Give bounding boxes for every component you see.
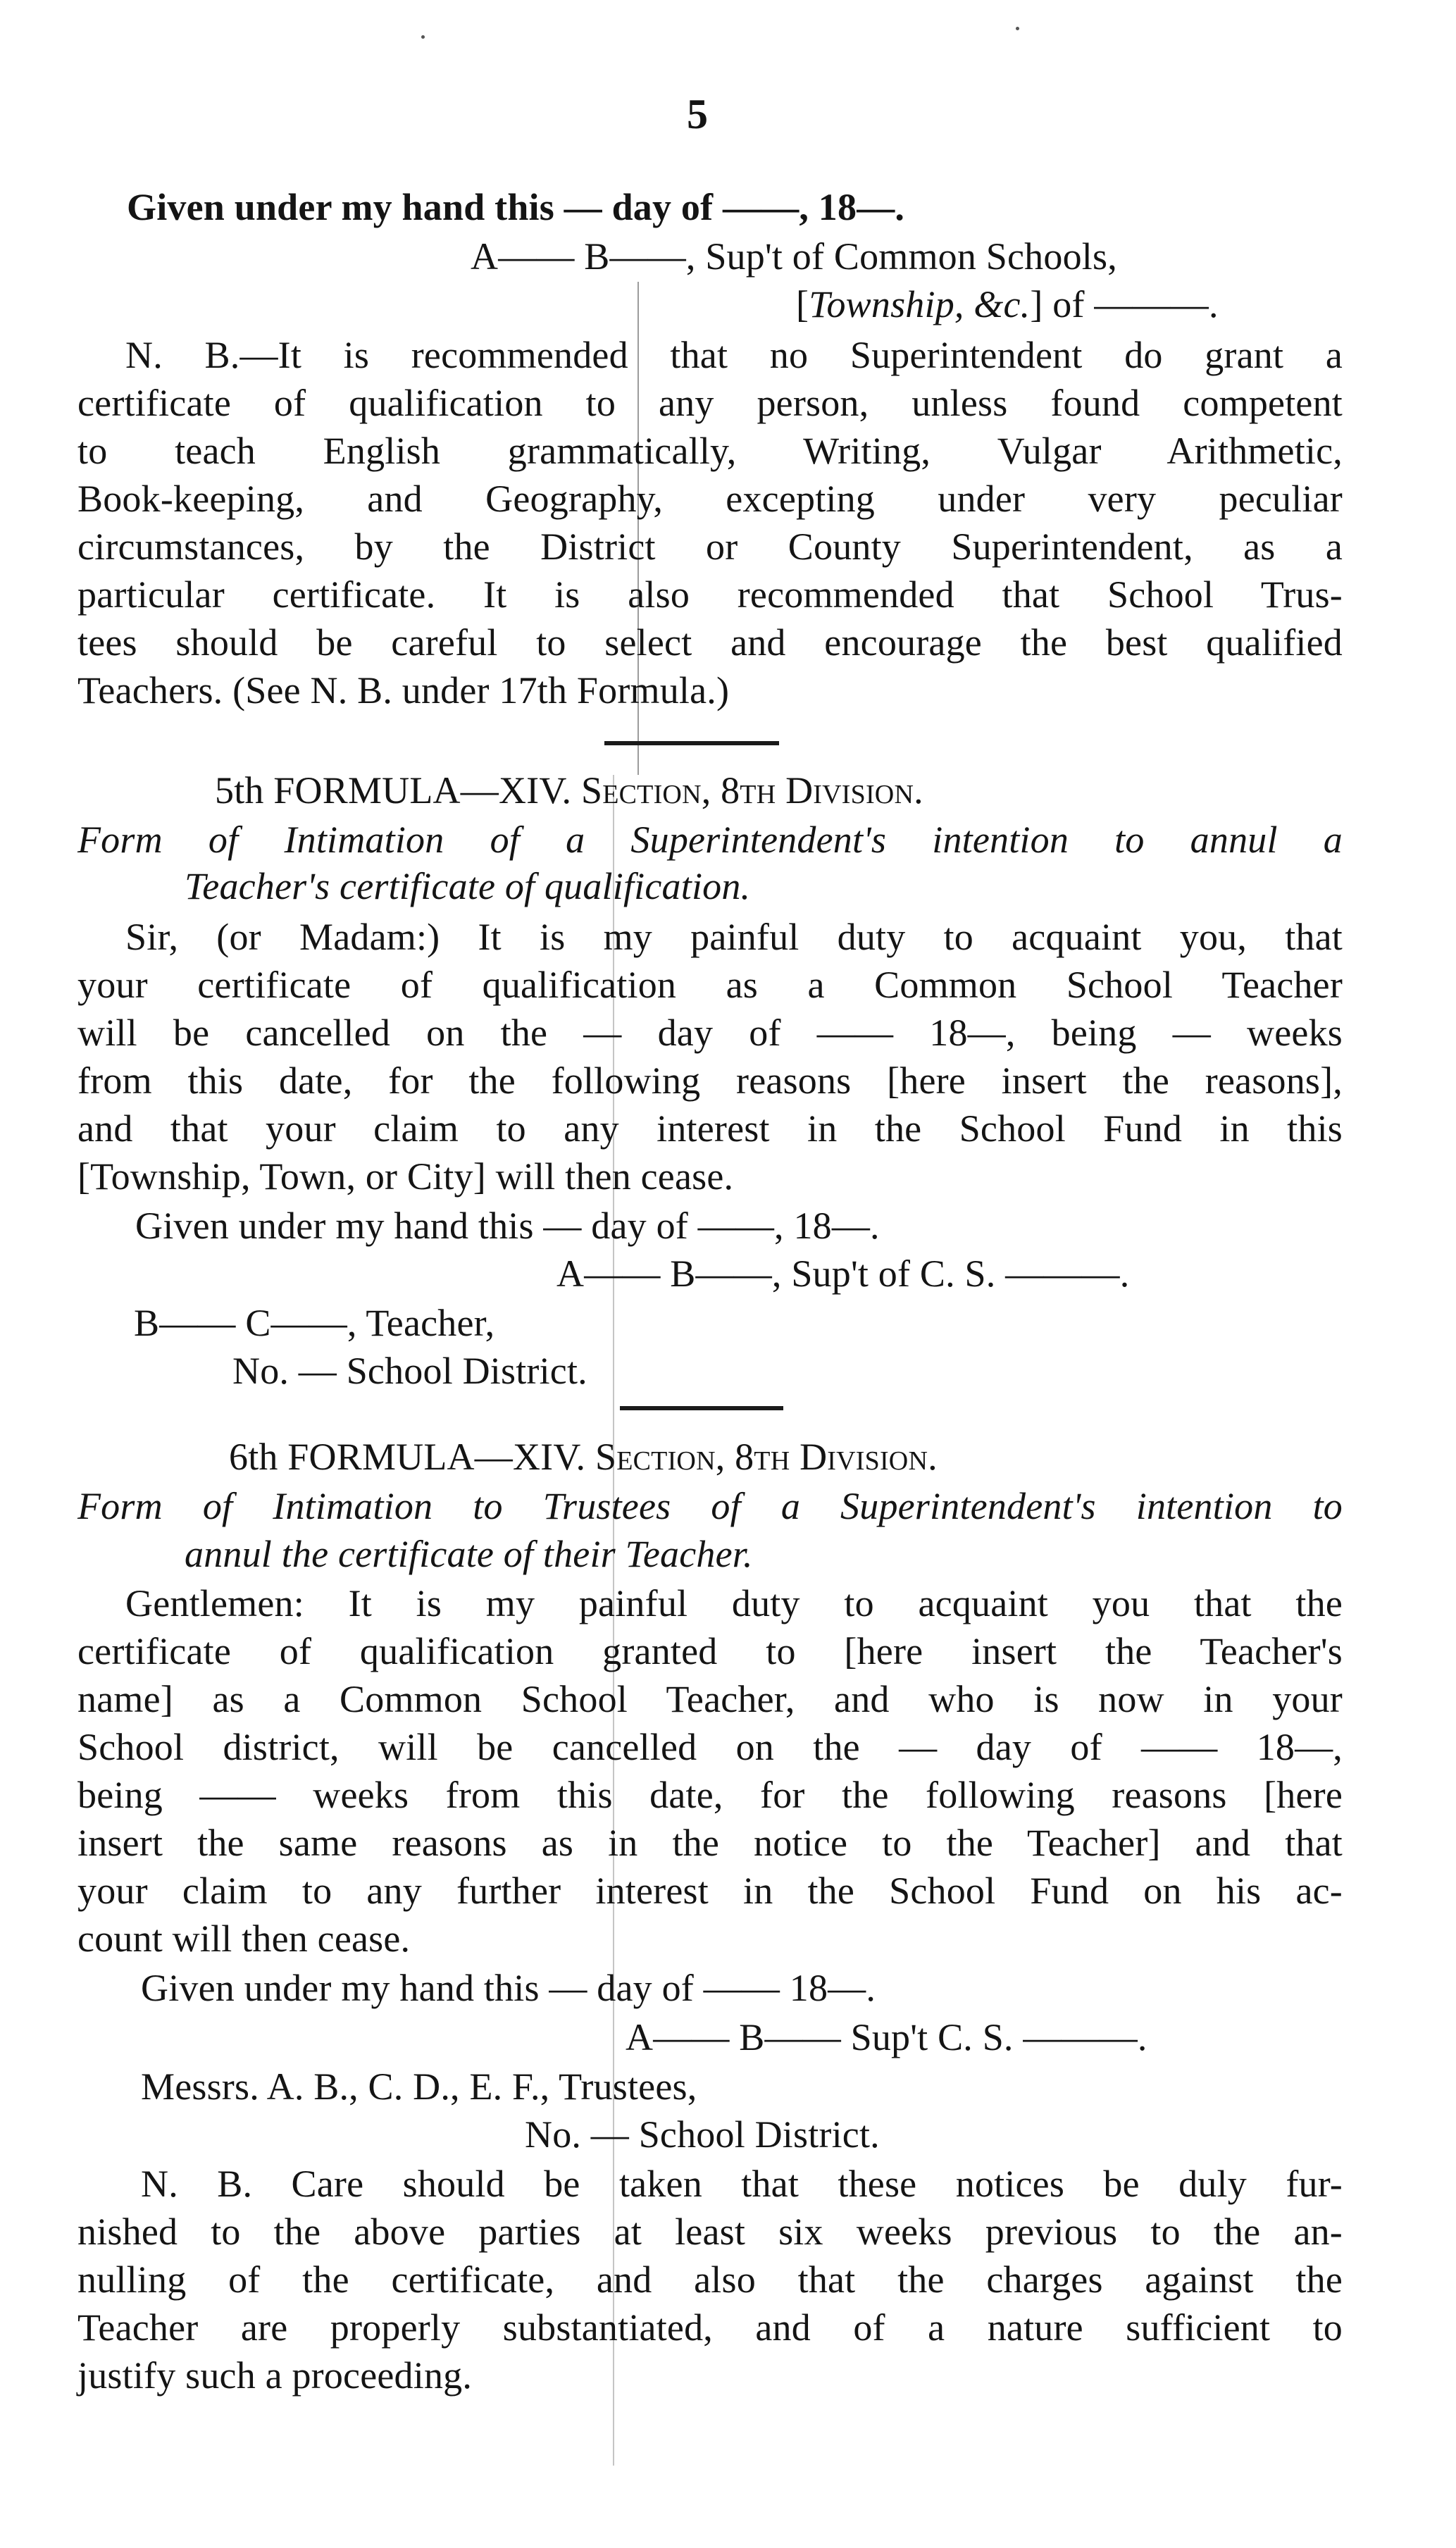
nb-line: circumstances, by the District or County Superintendent, as a	[77, 526, 1343, 568]
formula5-title: Form of Intimation of a Superintendent's intention to annul a	[77, 819, 1343, 861]
nb-line: certificate of qualification to any person, unless found competent	[77, 382, 1343, 424]
page-number: 5	[687, 91, 708, 137]
body-line: [Township, Town, or City] will then cease.	[77, 1155, 734, 1198]
formula5-signature: A—— B——, Sup't of C. S. ———.	[556, 1253, 1130, 1295]
formula5-district: No. — School District.	[232, 1350, 587, 1392]
nb-line: justify such a proceeding.	[77, 2354, 473, 2397]
body-line: from this date, for the following reasons [here insert the reasons],	[77, 1059, 1343, 1102]
formula6-district: No. — School District.	[525, 2113, 880, 2156]
body-line: your certificate of qualification as a Common School Teacher	[77, 964, 1343, 1006]
formula6-heading	[229, 1434, 938, 1479]
body-line: will be cancelled on the — day of —— 18—, being — weeks	[77, 1012, 1343, 1054]
body-line: Sir, (or Madam:) It is my painful duty to acquaint you, that	[125, 916, 1343, 958]
township-close: ] of ———.	[1030, 283, 1219, 325]
section-divider	[604, 741, 779, 745]
body-line: Gentlemen: It is my painful duty to acquaint you that the	[125, 1582, 1343, 1624]
nb-line: Book-keeping, and Geography, excepting under very peculiar	[77, 478, 1343, 520]
formula5-given: Given under my hand this — day of ——, 18—.	[135, 1205, 880, 1247]
formula6-signature: A—— B—— Sup't C. S. ———.	[626, 2016, 1147, 2058]
nb-line: N. B. Care should be taken that these notices be duly fur-	[141, 2163, 1343, 2205]
township-open: [	[796, 283, 809, 325]
nb-line: particular certificate. It is also recommended that School Trus-	[77, 573, 1343, 616]
nb-line: to teach English grammatically, Writing, Vulgar Arithmetic,	[77, 430, 1343, 472]
township-label: Township, &c.	[809, 283, 1031, 325]
township-line	[796, 282, 1219, 327]
nb-line: Teacher are properly substantiated, and of a nature sufficient to	[77, 2306, 1343, 2349]
formula6-title: Form of Intimation to Trustees of a Superintendent's intention to	[77, 1485, 1343, 1527]
body-line: School district, will be cancelled on the — day of —— 18—,	[77, 1726, 1343, 1768]
body-line: count will then cease.	[77, 1918, 411, 1960]
formula6-heading-rest: Section, 8th Division.	[595, 1436, 938, 1478]
body-line: your claim to any further interest in the School Fund on his ac-	[77, 1870, 1343, 1912]
nb-line: Teachers. (See N. B. under 17th Formula.)	[77, 669, 730, 711]
formula6-title-cont: annul the certificate of their Teacher.	[185, 1533, 753, 1575]
body-line: certificate of qualification granted to [here insert the Teacher's	[77, 1630, 1343, 1672]
formula5-title-cont: Teacher's certificate of qualification.	[185, 865, 751, 907]
nb-line: nulling of the certificate, and also that the charges against the	[77, 2258, 1343, 2301]
nb-line: nished to the above parties at least six weeks previous to the an-	[77, 2211, 1343, 2253]
body-line: name] as a Common School Teacher, and who is now in your	[77, 1678, 1343, 1720]
signature-line: A—— B——, Sup't of Common Schools,	[471, 235, 1117, 278]
formula5-heading-rest: Section, 8th Division.	[580, 769, 923, 812]
formula6-trustees: Messrs. A. B., C. D., E. F., Trustees,	[141, 2065, 697, 2108]
ink-speck	[1016, 27, 1019, 30]
body-line: insert the same reasons as in the notice to the Teacher] and that	[77, 1822, 1343, 1864]
ink-speck	[421, 35, 425, 39]
formula5-teacher: B—— C——, Teacher,	[134, 1302, 495, 1344]
formula6-heading-main: 6th FORMULA—XIV.	[229, 1436, 595, 1478]
nb-line: tees should be careful to select and encourage the best qualified	[77, 621, 1343, 664]
section-divider	[620, 1406, 783, 1410]
given-line: Given under my hand this — day of ——, 18—.	[127, 186, 905, 228]
body-line: and that your claim to any interest in the School Fund in this	[77, 1107, 1343, 1150]
formula5-heading	[215, 768, 923, 813]
formula6-given: Given under my hand this — day of —— 18—.	[141, 1967, 876, 2009]
formula5-heading-main: 5th FORMULA—XIV.	[215, 769, 581, 812]
body-line: being —— weeks from this date, for the following reasons [here	[77, 1774, 1343, 1816]
nb-line: N. B.—It is recommended that no Superintendent do grant a	[125, 334, 1343, 376]
